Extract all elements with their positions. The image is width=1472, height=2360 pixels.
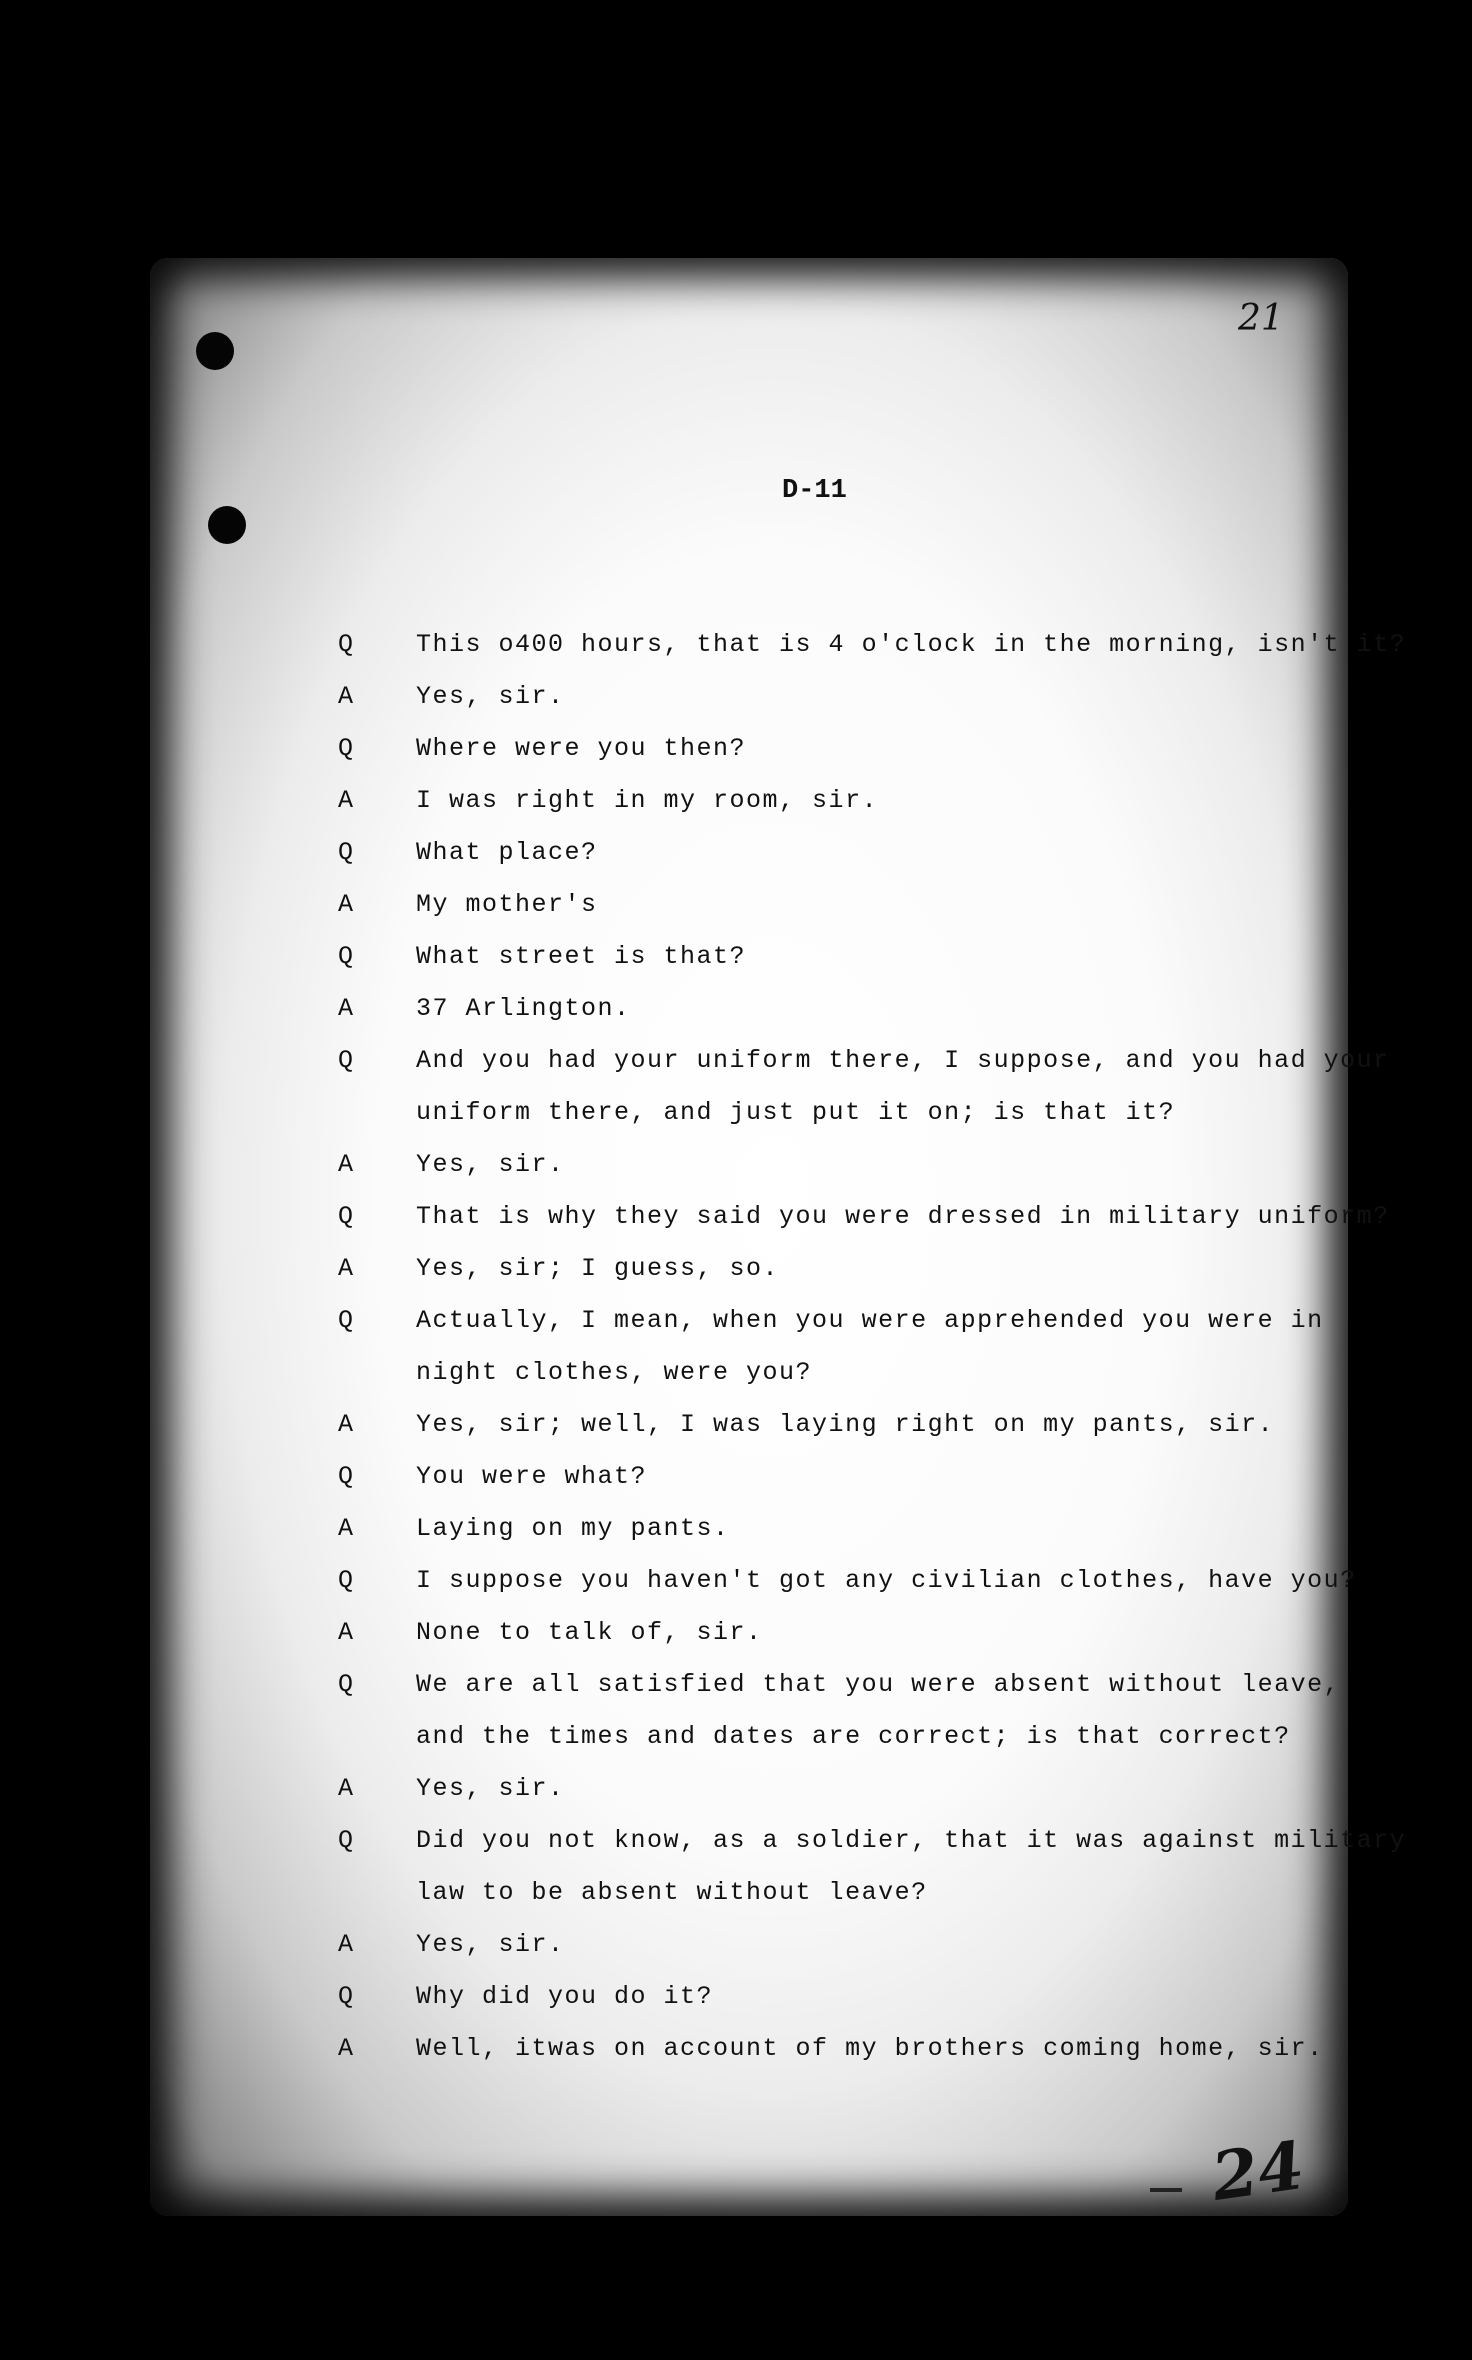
transcript-line: uniform there, and just put it on; is that it?: [416, 1098, 1176, 1127]
speaker-label: A: [338, 682, 355, 711]
speaker-label: A: [338, 1774, 355, 1803]
speaker-label: Q: [338, 1202, 355, 1231]
transcript-line: We are all satisfied that you were absent without leave,: [416, 1670, 1341, 1699]
transcript-line: You were what?: [416, 1462, 648, 1491]
transcript-line: Laying on my pants.: [416, 1514, 730, 1543]
transcript-line: law to be absent without leave?: [416, 1878, 928, 1907]
transcript-line: Why did you do it?: [416, 1982, 714, 2011]
transcript-line: I suppose you haven't got any civilian clothes, have you?: [416, 1566, 1357, 1595]
speaker-label: Q: [338, 942, 355, 971]
transcript-line: Yes, sir; well, I was laying right on my pants, sir.: [416, 1410, 1275, 1439]
transcript-line: And you had your uniform there, I suppose, and you had your: [416, 1046, 1390, 1075]
page-id: D-11: [782, 476, 847, 506]
speaker-label: A: [338, 786, 355, 815]
speaker-label: Q: [338, 838, 355, 867]
speaker-label: Q: [338, 1566, 355, 1595]
corner-mark: 21: [1238, 298, 1284, 339]
speaker-label: Q: [338, 1826, 355, 1855]
speaker-label: Q: [338, 1982, 355, 2011]
speaker-label: Q: [338, 1046, 355, 1075]
transcript-line: What street is that?: [416, 942, 747, 971]
transcript-line: What place?: [416, 838, 598, 867]
transcript-line: Yes, sir; I guess, so.: [416, 1254, 780, 1283]
speaker-label: Q: [338, 630, 355, 659]
transcript-line: None to talk of, sir.: [416, 1618, 763, 1647]
transcript-line: and the times and dates are correct; is that correct?: [416, 1722, 1291, 1751]
speaker-label: A: [338, 1150, 355, 1179]
transcript-line: That is why they said you were dressed in military uniform?: [416, 1202, 1390, 1231]
transcript-line: Yes, sir.: [416, 682, 565, 711]
speaker-label: A: [338, 1254, 355, 1283]
transcript-line: My mother's: [416, 890, 598, 919]
handwritten-dash: [1150, 2188, 1182, 2192]
handwritten-page-number: 24: [1207, 2125, 1309, 2217]
speaker-label: A: [338, 994, 355, 1023]
speaker-label: A: [338, 1410, 355, 1439]
speaker-label: A: [338, 1514, 355, 1543]
transcript-line: Yes, sir.: [416, 1150, 565, 1179]
speaker-label: A: [338, 2034, 355, 2063]
transcript-line: 37 Arlington.: [416, 994, 631, 1023]
speaker-label: A: [338, 1618, 355, 1647]
speaker-label: A: [338, 1930, 355, 1959]
transcript-line: I was right in my room, sir.: [416, 786, 879, 815]
transcript-line: Did you not know, as a soldier, that it was against military: [416, 1826, 1407, 1855]
speaker-label: Q: [338, 1670, 355, 1699]
transcript-line: This o400 hours, that is 4 o'clock in the morning, isn't it?: [416, 630, 1407, 659]
transcript-line: Well, itwas on account of my brothers coming home, sir.: [416, 2034, 1324, 2063]
speaker-label: Q: [338, 734, 355, 763]
speaker-label: A: [338, 890, 355, 919]
transcript-line: night clothes, were you?: [416, 1358, 813, 1387]
transcript-line: Yes, sir.: [416, 1930, 565, 1959]
transcript-line: Yes, sir.: [416, 1774, 565, 1803]
speaker-label: Q: [338, 1306, 355, 1335]
transcript-line: Actually, I mean, when you were apprehended you were in: [416, 1306, 1324, 1335]
transcript-line: Where were you then?: [416, 734, 747, 763]
speaker-label: Q: [338, 1462, 355, 1491]
